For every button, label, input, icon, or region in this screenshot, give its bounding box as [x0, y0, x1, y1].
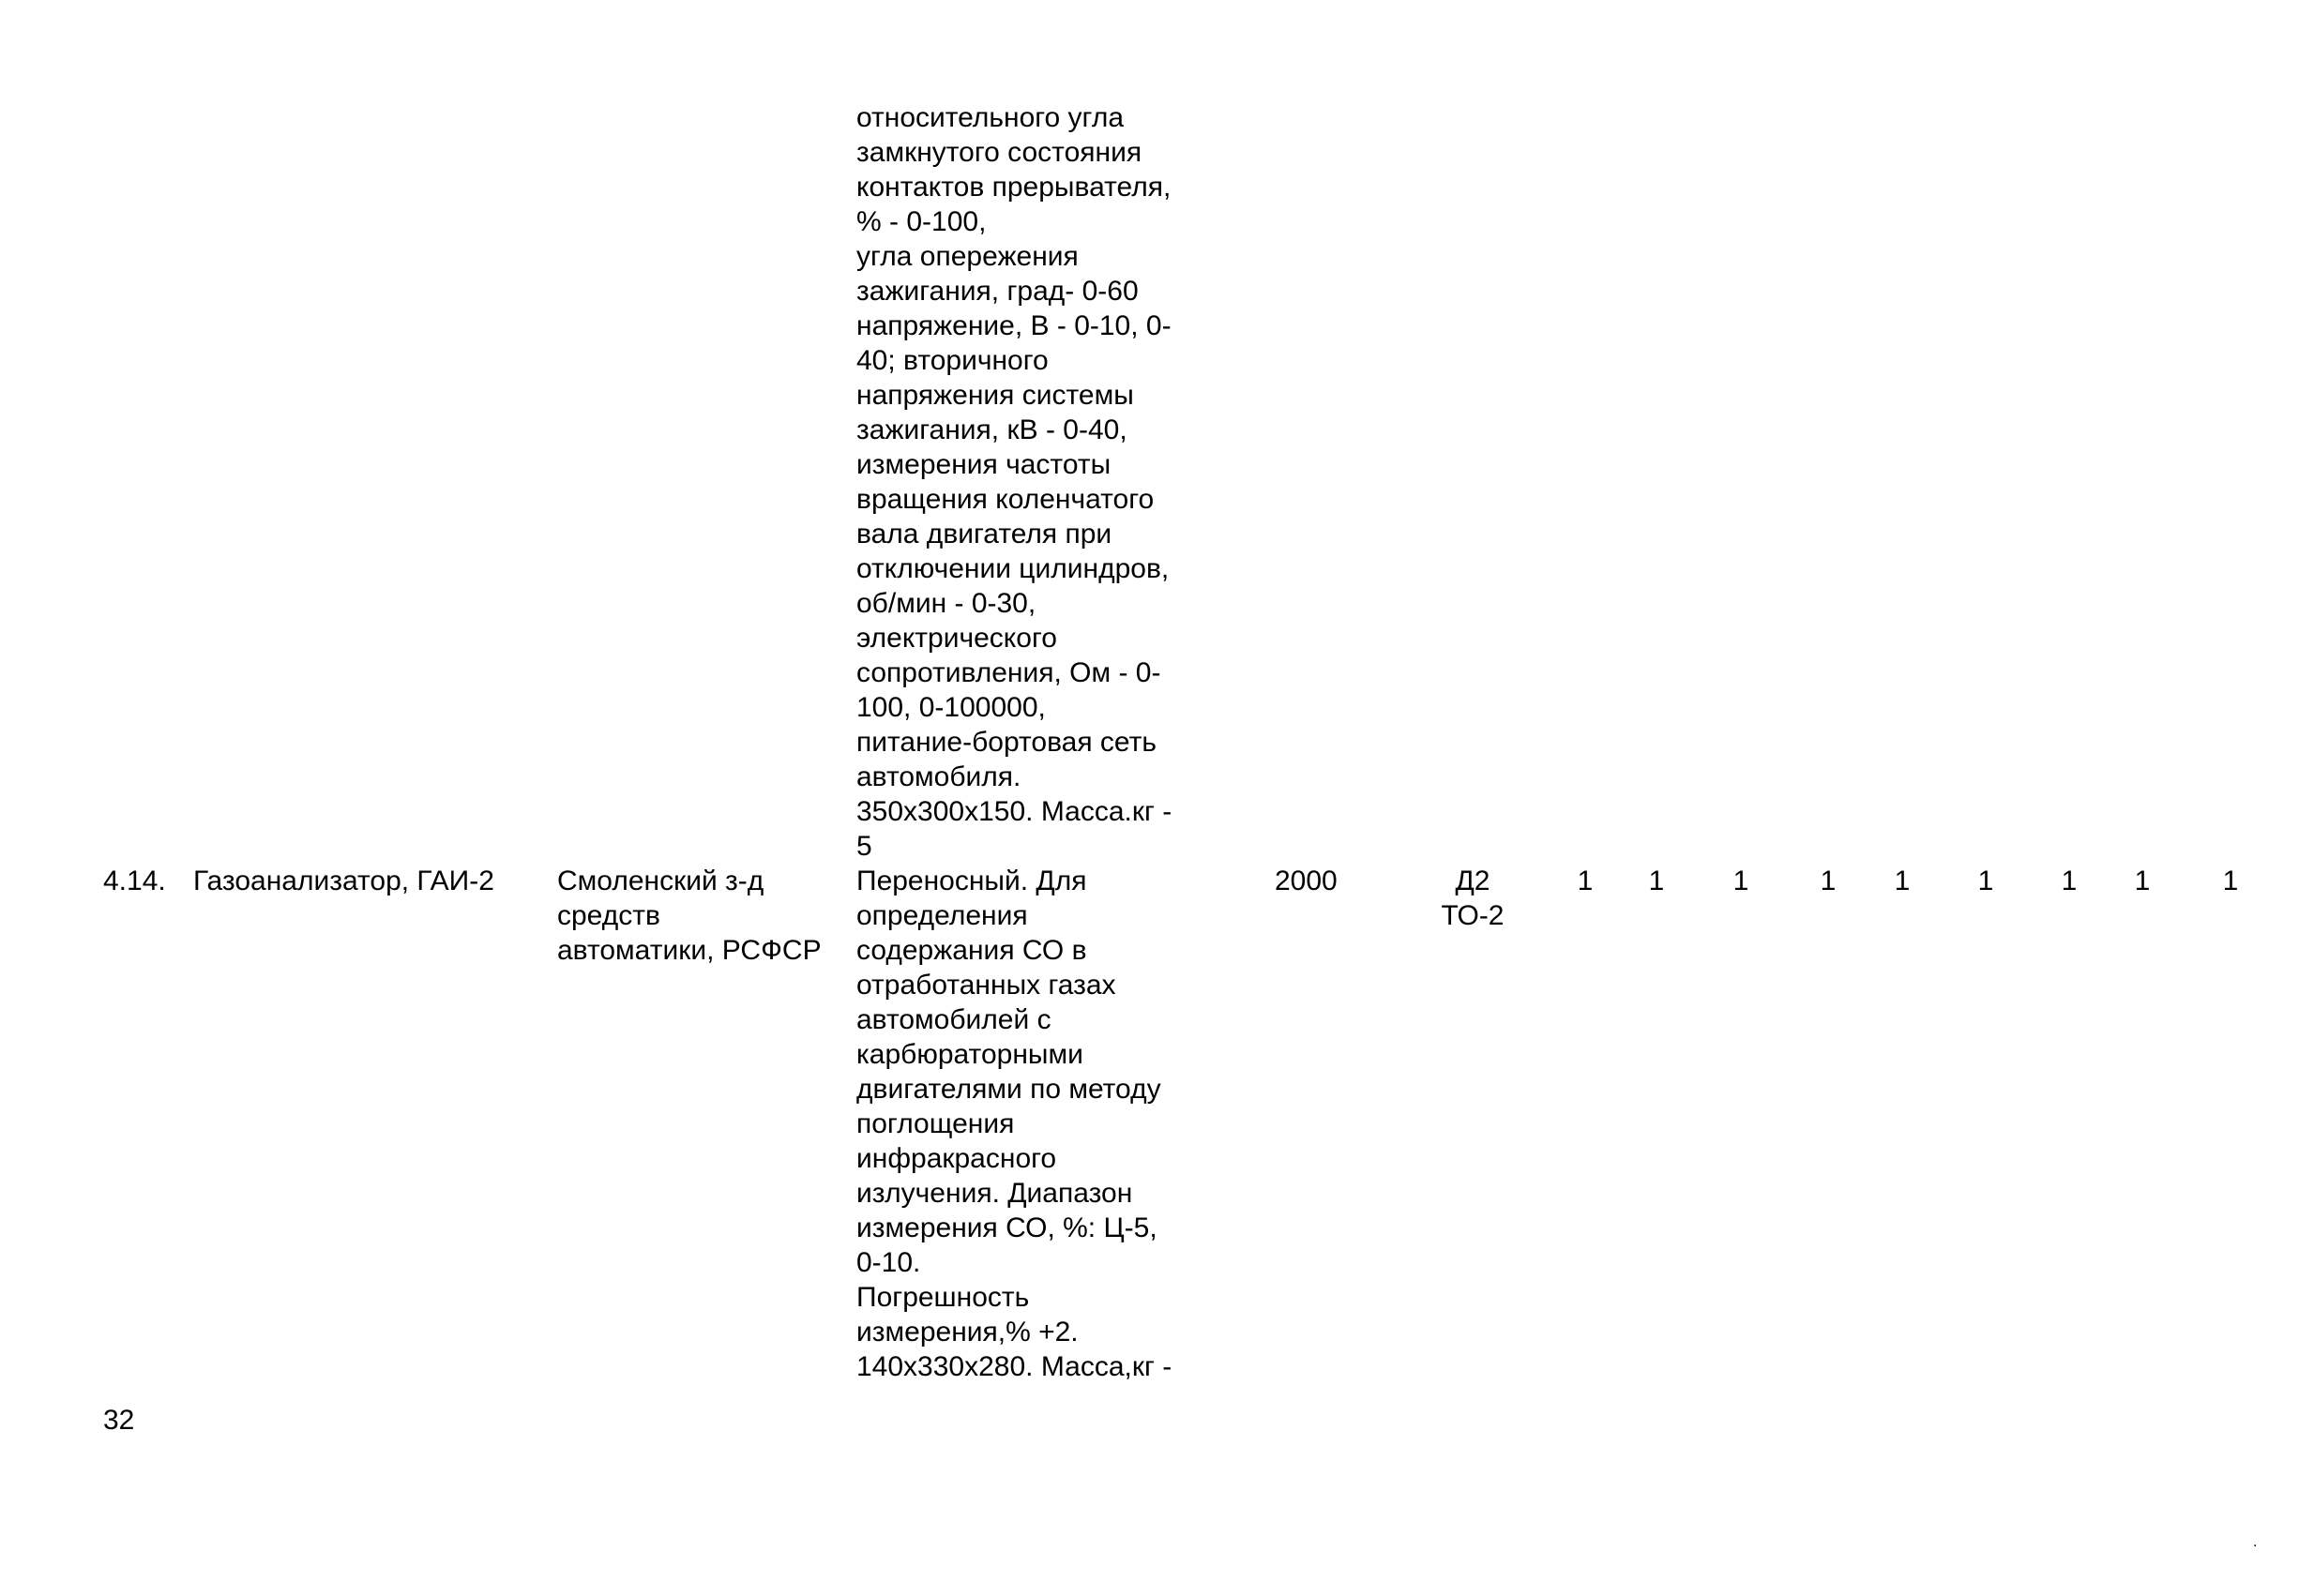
- description-continued: [856, 100, 1172, 864]
- description-line: 5: [856, 831, 872, 862]
- manufacturer-line: Смоленский з-д: [557, 866, 764, 896]
- maintenance-type: [1435, 864, 1510, 933]
- description-line: угла опережения: [856, 241, 1079, 272]
- maintenance-line: ТО-2: [1441, 900, 1505, 931]
- description-line: напряжения системы: [856, 380, 1134, 411]
- quantity-cell: 1: [1732, 866, 1749, 896]
- manufacturer: [557, 864, 822, 968]
- page-number: 32: [103, 1405, 135, 1436]
- description-line: содержания СО в: [856, 935, 1087, 966]
- description-line: зажигания, град- 0-60: [856, 276, 1139, 307]
- description-line: инфракрасного: [856, 1143, 1057, 1174]
- description-line: электрического: [856, 623, 1057, 654]
- description-line: измерения частоты: [856, 449, 1112, 480]
- description-line: Переносный. Для: [856, 866, 1087, 896]
- manufacturer-line: средств: [557, 900, 660, 931]
- description-line: определения: [856, 900, 1028, 931]
- corner-mark: .: [2253, 1534, 2258, 1550]
- description-line: 0-10.: [856, 1247, 921, 1278]
- description-line: об/мин - 0-30,: [856, 588, 1036, 619]
- description-line: % - 0-100,: [856, 206, 987, 237]
- description-line: Погрешность: [856, 1282, 1030, 1313]
- description-line: вала двигателя при: [856, 519, 1112, 550]
- description-line: контактов прерывателя,: [856, 172, 1172, 203]
- description-line: карбюраторными: [856, 1039, 1083, 1070]
- description-line: отработанных газах: [856, 970, 1116, 1001]
- description-line: зажигания, кВ - 0-40,: [856, 414, 1127, 445]
- description-line: вращения коленчатого: [856, 484, 1155, 515]
- quantity-cell: 1: [2061, 866, 2078, 896]
- description-line: измерения СО, %: Ц-5,: [856, 1212, 1157, 1243]
- quantity-cell: 1: [2134, 866, 2151, 896]
- quantity-cell: 1: [1977, 866, 1994, 896]
- description: [856, 864, 1172, 1384]
- description-line: отключении цилиндров,: [856, 553, 1170, 584]
- description-line: сопротивления, Ом - 0-: [856, 657, 1161, 688]
- description-line: измерения,% +2.: [856, 1317, 1079, 1348]
- quantity-cell: 1: [2222, 866, 2239, 896]
- row-number: 4.14.: [103, 866, 166, 896]
- quantity-cell: 1: [1894, 866, 1911, 896]
- equipment-name: Газоанализатор, ГАИ-2: [193, 866, 494, 896]
- maintenance-line: Д2: [1455, 866, 1490, 896]
- description-line: напряжение, В - 0-10, 0-: [856, 310, 1172, 341]
- description-line: 40; вторичного: [856, 345, 1049, 376]
- description-line: питание-бортовая сеть: [856, 727, 1157, 758]
- quantity-cell: 1: [1577, 866, 1594, 896]
- description-line: 100, 0-100000,: [856, 692, 1046, 723]
- description-line: 140х330х280. Масса,кг -: [856, 1351, 1172, 1382]
- description-line: двигателями по методу: [856, 1074, 1161, 1105]
- description-line: излучения. Диапазон: [856, 1178, 1133, 1209]
- quantity-cell: 1: [1648, 866, 1665, 896]
- description-line: замкнутого состояния: [856, 137, 1142, 168]
- price: 2000: [1275, 866, 1338, 896]
- description-line: поглощения: [856, 1108, 1015, 1139]
- description-line: 350х300х150. Масса.кг -: [856, 796, 1172, 827]
- description-line: автомобилей с: [856, 1004, 1051, 1035]
- description-line: относительного угла: [856, 102, 1125, 133]
- quantity-cell: 1: [1820, 866, 1837, 896]
- description-line: автомобиля.: [856, 761, 1021, 792]
- manufacturer-line: автоматики, РСФСР: [557, 935, 822, 966]
